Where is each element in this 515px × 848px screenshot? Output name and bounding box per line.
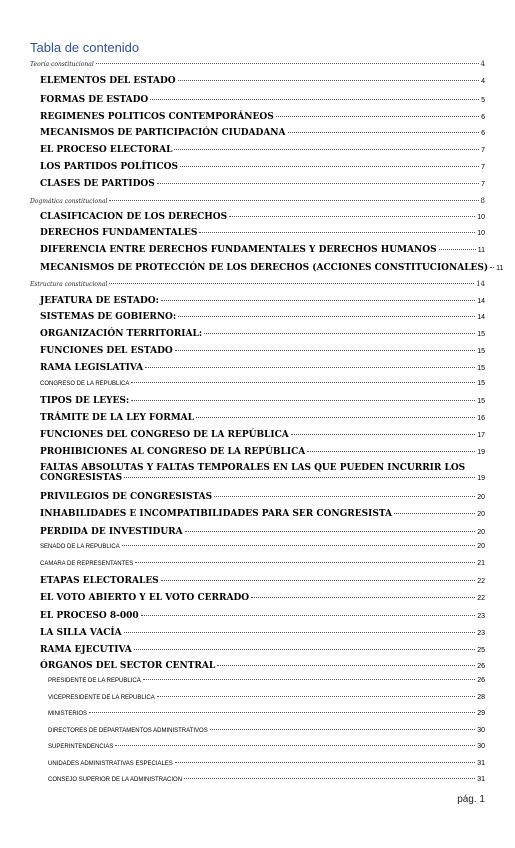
toc-entry-page-number: 14 (477, 314, 485, 321)
dot-leader (184, 778, 475, 779)
toc-entry-label: RAMA EJECUTIVA (40, 645, 132, 655)
toc-entry[interactable] (40, 346, 485, 356)
toc-entry-label: SUPERINTENDENCIAS (48, 744, 114, 750)
toc-entry-page-number: 20 (477, 511, 485, 518)
toc-entry-label: VICEPRESIDENTE DE LA REPUBLICA (48, 695, 155, 701)
toc-entry[interactable] (40, 162, 485, 172)
dot-leader (175, 350, 475, 351)
toc-entry[interactable] (40, 593, 485, 603)
toc-entry-page-number: 25 (477, 647, 485, 654)
toc-entry[interactable] (40, 145, 485, 155)
toc-entry-label: DIFERENCIA ENTRE DERECHOS FUNDAMENTALES Y DERECHOS HUMANOS (40, 245, 437, 255)
dot-leader (122, 545, 476, 546)
toc-entry[interactable] (30, 197, 485, 205)
toc-entry-label: CONGRESISTAS (40, 473, 123, 483)
toc-entry-label: SISTEMAS DE GOBIERNO: (40, 312, 177, 322)
toc-entry[interactable] (40, 128, 485, 138)
dot-leader (204, 333, 475, 334)
dot-leader (214, 496, 475, 497)
toc-entry[interactable] (30, 280, 485, 288)
toc-entry-page-number: 31 (477, 776, 485, 783)
dot-leader (96, 63, 479, 64)
toc-entry-label: MECANISMOS DE PROTECCIÓN DE LOS DERECHOS (ACCIONES CONSTITUCIONALES) (40, 263, 489, 273)
dot-leader (490, 267, 494, 268)
dot-leader (124, 632, 476, 633)
toc-entry-label: ÓRGANOS DEL SECTOR CENTRAL (40, 661, 216, 671)
toc-entry-label: JEFATURA DE ESTADO: (40, 296, 159, 306)
toc-entry-label: CLASES DE PARTIDOS (40, 179, 155, 189)
dot-leader (178, 316, 475, 317)
toc-entry[interactable] (40, 363, 485, 373)
dot-leader (143, 679, 476, 680)
dot-leader (161, 580, 476, 581)
toc-entry-label: PRESIDENTE DE LA REPUBLICA (48, 678, 141, 684)
dot-leader (196, 417, 475, 418)
dot-leader (157, 183, 479, 184)
toc-entry[interactable] (30, 60, 485, 68)
toc-entry-page-number: 23 (477, 613, 485, 620)
dot-leader (175, 762, 475, 763)
toc-entry-page-number: 20 (477, 529, 485, 536)
toc-entry[interactable] (40, 645, 485, 655)
toc-entry-page-number: 26 (477, 663, 485, 670)
toc-entry-label: MINISTERIOS (48, 711, 88, 717)
dot-leader (229, 216, 475, 217)
toc-entry[interactable] (40, 380, 485, 387)
toc-entry-page-number: 22 (477, 578, 485, 585)
toc-entry[interactable] (48, 727, 485, 734)
toc-entry[interactable] (48, 743, 485, 750)
toc-entry[interactable] (40, 396, 485, 406)
toc-entry-page-number: 20 (477, 494, 485, 501)
toc-entry-label: CONGRESO DE LA REPUBLICA (40, 381, 130, 387)
toc-entry-page-number: 8 (480, 197, 485, 205)
toc-entry[interactable] (40, 611, 485, 621)
toc-entry-page-number: 15 (477, 365, 485, 372)
dot-leader (135, 562, 475, 563)
toc-entry[interactable] (40, 661, 485, 671)
toc-entry-page-number: 23 (477, 630, 485, 637)
toc-entry-label: Estructura constitucional (30, 281, 108, 288)
toc-entry-label: Dogmática constitucional (30, 198, 108, 205)
toc-entry-page-number: 20 (477, 543, 485, 550)
toc-entry-page-number: 30 (477, 727, 485, 734)
toc-entry-label: PERDIDA DE INVESTIDURA (40, 527, 183, 537)
dot-leader (115, 745, 475, 746)
toc-entry-page-number: 10 (477, 214, 485, 221)
toc-entry-page-number: 29 (477, 710, 485, 717)
toc-entry[interactable] (40, 543, 485, 550)
toc-entry-page-number: 30 (477, 743, 485, 750)
dot-leader (178, 80, 480, 81)
toc-entry[interactable] (40, 329, 485, 339)
toc-entry[interactable] (40, 430, 485, 440)
toc-entry[interactable] (40, 463, 485, 483)
dot-leader (199, 232, 475, 233)
dot-leader (109, 283, 474, 284)
toc-entry-label: FUNCIONES DEL ESTADO (40, 346, 173, 356)
toc-entry-label: CLASIFICACION DE LOS DERECHOS (40, 212, 228, 222)
toc-entry-label: DIRECTORES DE DEPARTAMENTOS ADMINISTRATIVOS (48, 728, 208, 734)
toc-entry-label: PROHIBICIONES AL CONGRESO DE LA REPÚBLICA (40, 447, 306, 457)
toc-entry[interactable] (40, 413, 485, 423)
dot-leader (161, 300, 475, 301)
toc-entry-label: FORMAS DE ESTADO (40, 95, 149, 105)
toc-entry-label: FALTAS ABSOLUTAS Y FALTAS TEMPORALES EN LAS QUE PUEDEN INCURRIR LOS (40, 463, 466, 473)
toc-entry[interactable] (40, 95, 485, 105)
toc-entry-label: ORGANIZACIÓN TERRITORIAL: (40, 329, 203, 339)
dot-leader (174, 149, 479, 150)
toc-heading: Tabla de contenido (30, 40, 140, 55)
toc-entry[interactable] (40, 576, 485, 586)
toc-entry-label: LOS PARTIDOS POLÍTICOS (40, 162, 178, 172)
toc-entry-page-number: 11 (477, 247, 485, 254)
toc-entry[interactable] (40, 492, 485, 502)
toc-entry-label: MECANISMOS DE PARTICIPACIÓN CIUDADANA (40, 128, 286, 138)
toc-entry-page-number: 15 (477, 348, 485, 355)
toc-entry-page-number: 7 (481, 181, 485, 188)
toc-entry[interactable] (48, 677, 485, 684)
toc-entry-page-number: 6 (481, 114, 485, 121)
dot-leader (180, 166, 479, 167)
dot-leader (150, 99, 479, 100)
dot-leader (131, 400, 475, 401)
dot-leader (251, 597, 475, 598)
toc-entry[interactable] (40, 560, 485, 567)
toc-entry[interactable] (40, 228, 485, 238)
dot-leader (157, 696, 476, 697)
toc-entry-page-number: 26 (477, 677, 485, 684)
toc-entry-label: EL PROCESO 8-000 (40, 611, 139, 621)
toc-entry[interactable] (40, 509, 485, 519)
toc-entry-continuation (40, 473, 485, 483)
toc-entry[interactable] (40, 263, 504, 273)
toc-entry-page-number: 10 (477, 230, 485, 237)
toc-entry-page-number: 7 (481, 164, 485, 171)
toc-entry-page-number: 4 (481, 78, 485, 85)
toc-entry-page-number: 14 (477, 298, 485, 305)
toc-entry-label: LA SILLA VACÍA (40, 628, 122, 638)
toc-entry-label: SENADO DE LA REPUBLICA (40, 544, 120, 550)
toc-entry[interactable] (40, 296, 485, 306)
toc-entry-label: REGIMENES POLITICOS CONTEMPORÁNEOS (40, 112, 274, 122)
dot-leader (89, 712, 475, 713)
toc-entry-label: PRIVILEGIOS DE CONGRESISTAS (40, 492, 213, 502)
toc-entry-label: DERECHOS FUNDAMENTALES (40, 228, 198, 238)
toc-entry-label: FUNCIONES DEL CONGRESO DE LA REPÚBLICA (40, 430, 289, 440)
toc-entry-label: TIPOS DE LEYES: (40, 396, 130, 406)
toc-entry-page-number: 14 (476, 280, 485, 288)
dot-leader (145, 367, 475, 368)
toc-entry[interactable] (48, 776, 485, 783)
toc-entry-page-number: 31 (477, 760, 485, 767)
dot-leader (134, 649, 475, 650)
toc-entry-page-number: 7 (481, 147, 485, 154)
toc-entry-page-number: 22 (477, 595, 485, 602)
toc-entry-label: ELEMENTOS DEL ESTADO (40, 76, 176, 86)
dot-leader (217, 665, 475, 666)
toc-entry[interactable] (40, 179, 485, 189)
toc-entry[interactable] (40, 212, 485, 222)
dot-leader (131, 382, 475, 383)
toc-entry-label: CAMARA DE REPRESENTANTES (40, 561, 134, 567)
dot-leader (185, 531, 476, 532)
toc-entry-page-number: 28 (477, 694, 485, 701)
toc-entry-label: Teoría constitucional (30, 61, 94, 68)
toc-entry[interactable] (40, 447, 485, 457)
toc-entry[interactable] (48, 694, 485, 701)
dot-leader (124, 477, 475, 478)
dot-leader (291, 434, 475, 435)
toc-entry-page-number: 15 (477, 398, 485, 405)
dot-leader (276, 116, 479, 117)
toc-entry[interactable] (40, 312, 485, 322)
toc-entry-page-number: 11 (496, 265, 504, 272)
page-number: pág. 1 (457, 794, 485, 805)
toc-entry-label: CONSEJO SUPERIOR DE LA ADMINISTRACION (48, 777, 183, 783)
toc-entry-page-number: 6 (481, 130, 485, 137)
toc-entry[interactable] (40, 76, 485, 86)
toc-entry[interactable] (48, 710, 485, 717)
toc-entry-page-number: 5 (481, 97, 485, 104)
dot-leader (141, 615, 476, 616)
toc-entry[interactable] (48, 760, 485, 767)
toc-entry-page-number: 4 (480, 60, 485, 68)
dot-leader (288, 132, 480, 133)
toc-entry-label: ETAPAS ELECTORALES (40, 576, 159, 586)
toc-entry-page-number: 21 (477, 560, 485, 567)
toc-entry[interactable] (40, 112, 485, 122)
toc-entry[interactable] (40, 245, 485, 255)
toc-entry[interactable] (40, 628, 485, 638)
toc-entry-page-number: 15 (477, 380, 485, 387)
toc-entry-page-number: 16 (477, 415, 485, 422)
dot-leader (439, 249, 476, 250)
toc-entry-page-number: 15 (477, 331, 485, 338)
toc-entry-label: UNIDADES ADMINISTRATIVAS ESPECIALES (48, 761, 173, 767)
toc-entry-page-number: 19 (477, 449, 485, 456)
dot-leader (307, 451, 475, 452)
toc-entry-page-number: 17 (477, 432, 485, 439)
toc-entry-label: EL PROCESO ELECTORAL (40, 145, 173, 155)
dot-leader (394, 513, 475, 514)
toc-entry-label: TRÁMITE DE LA LEY FORMAL (40, 413, 194, 423)
toc-entry-page-number: 19 (477, 475, 485, 482)
toc-entry-label: RAMA LEGISLATIVA (40, 363, 144, 373)
toc-entry[interactable] (40, 527, 485, 537)
dot-leader (109, 200, 478, 201)
toc-entry-label: EL VOTO ABIERTO Y EL VOTO CERRADO (40, 593, 250, 603)
toc-entry-label: INHABILIDADES E INCOMPATIBILIDADES PARA SER CONGRESISTA (40, 509, 393, 519)
dot-leader (210, 729, 476, 730)
